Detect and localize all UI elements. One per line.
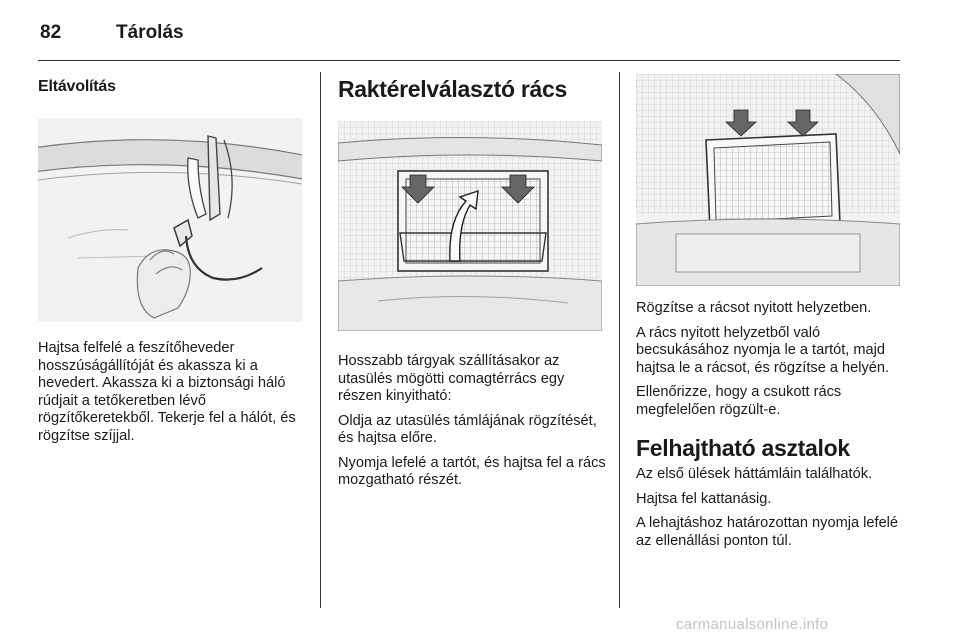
paragraph: Hosszabb tárgyak szállításakor az utasülés mögötti comagtérrács egy részen kinyitható: [338, 353, 565, 404]
left-column [38, 72, 306, 452]
paragraph: Rögzítse a rácsot nyitott helyzetben. [636, 300, 872, 316]
chapter-title: Tárolás [116, 22, 184, 43]
page-number: 82 [40, 22, 62, 43]
middle-column [338, 72, 606, 497]
column-divider [320, 72, 321, 608]
paragraph: A lehajtáshoz határozottan nyomja lefelé az ellenállási ponton túl. [636, 515, 899, 549]
safety-net-illustration [38, 118, 302, 322]
paragraph: Hajtsa fel kattanásig. [636, 490, 772, 507]
paragraph: A rács nyitott helyzetből való becsukásához nyomja le a tartót, majd hajtsa le a rácsot, és rögzítse a helyén. [636, 324, 890, 376]
paragraph: Hajtsa felfelé a feszítőheveder hosszúságállítóját és akassza ki a hevedert. Akassza ki a biztonsági háló rúdjait a tetőkeretben lévő rögzítőkeretekből. Tekerje fel a hálót, és rögzítse szíjjal. [38, 340, 296, 444]
paragraph: Az első ülések háttámláin találhatók. [636, 466, 873, 482]
page-header [38, 20, 900, 61]
grille-open-position-illustration [636, 74, 900, 286]
section-heading-cargo-grille: Raktérelválasztó rács [338, 76, 567, 102]
right-column [636, 72, 904, 557]
watermark: carmanualsonline.info [676, 616, 829, 633]
section-heading-folding-tables: Felhajtható asztalok [636, 435, 850, 461]
paragraph: Ellenőrizze, hogy a csukott rács megfelelően rögzült-e. [636, 384, 842, 418]
cargo-grille-illustration [338, 121, 602, 331]
paragraph: Oldja az utasülés támlájának rögzítését, és hajtsa előre. [338, 412, 597, 446]
paragraph: Nyomja lefelé a tartót, és hajtsa fel a rács mozgatható részét. [338, 454, 606, 488]
column-divider [619, 72, 620, 608]
section-heading-removal: Eltávolítás [38, 78, 116, 95]
